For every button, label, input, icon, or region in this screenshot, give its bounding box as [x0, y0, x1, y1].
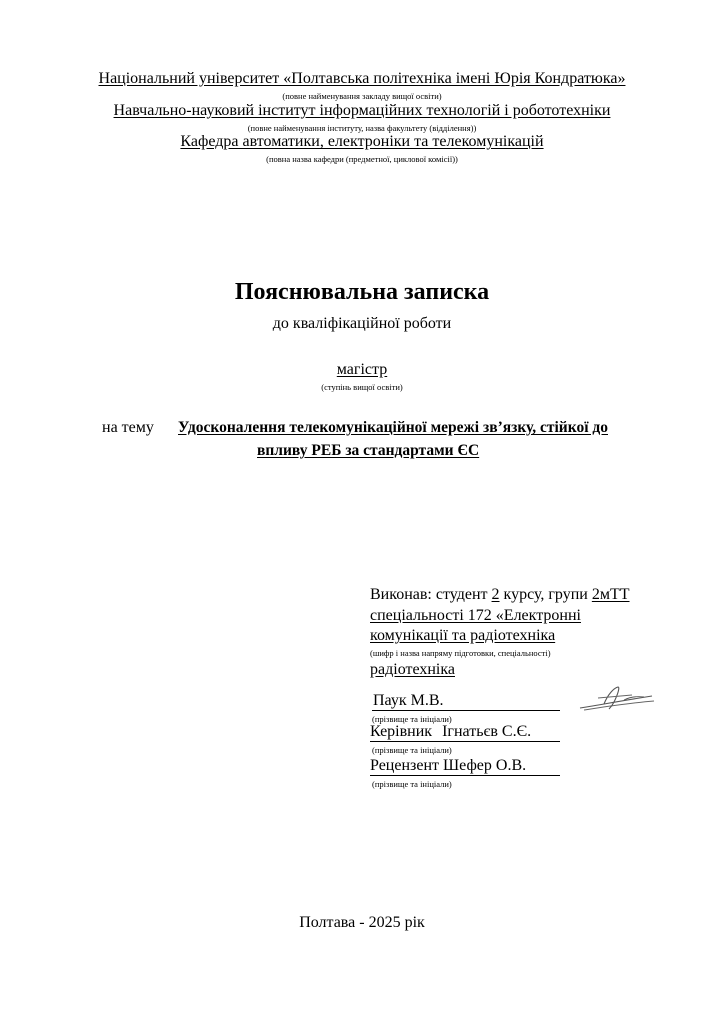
- topic-label: на тему: [102, 419, 154, 436]
- supervisor-label: Керівник: [370, 723, 433, 740]
- reviewer-note: (прізвище та ініціали): [372, 779, 452, 789]
- university-note: (повне найменування закладу вищої освіти): [282, 91, 442, 101]
- institute-name: [0, 102, 724, 120]
- student-name: Паук М.В.: [373, 692, 444, 709]
- topic-line-1: Удосконалення телекомунікаційної мережі зв’язку, стійкої до: [178, 419, 608, 436]
- supervisor-line: [370, 723, 531, 741]
- document-subtitle: до кваліфікаційної роботи: [272, 315, 452, 332]
- university-name: [0, 70, 724, 88]
- specialty-note: (шифр і назва напряму підготовки, спеціальності): [370, 648, 551, 658]
- institute-name-text: Навчально-науковий інститут інформаційних технологій і робототехніки: [113, 102, 611, 119]
- department-name-text: Кафедра автоматики, електроніки та телекомунікацій: [180, 133, 544, 150]
- student-note: (прізвище та ініціали): [372, 714, 452, 724]
- reviewer-underline: [370, 775, 560, 776]
- supervisor-name: Ігнатьєв С.Є.: [442, 723, 532, 740]
- department-name: [0, 133, 724, 151]
- course-number: 2: [491, 586, 500, 603]
- specialty-line-1: спеціальності 172 «Електронні: [370, 607, 581, 624]
- student-underline: [372, 710, 560, 711]
- topic-line-2: впливу РЕБ за стандартами ЄС: [257, 442, 480, 459]
- city-year: Полтава - 2025 рік: [299, 914, 425, 931]
- performer-prefix: Виконав: студент: [370, 586, 492, 603]
- degree-text: магістр: [336, 361, 388, 378]
- group-code: 2мТТ: [591, 586, 630, 603]
- university-name-text: Національний університет «Полтавська політехніка імені Юрія Кондратюка»: [98, 70, 626, 87]
- course-suffix: курсу, групи: [499, 586, 592, 603]
- degree: [0, 361, 724, 379]
- reviewer-name: Шефер О.В.: [443, 757, 527, 774]
- reviewer-label: Рецензент: [370, 757, 439, 774]
- specialty-line-3: радіотехніка: [370, 661, 455, 678]
- degree-note: (ступінь вищої освіти): [321, 382, 403, 392]
- supervisor-note: (прізвище та ініціали): [372, 745, 452, 755]
- reviewer-line: [370, 757, 526, 775]
- performer-line: [370, 586, 630, 604]
- signature-image: [574, 684, 658, 714]
- department-note: (повна назва кафедри (предметної, циклової комісії)): [266, 154, 458, 164]
- document-title: Пояснювальна записка: [234, 279, 490, 305]
- institute-note: (повне найменування інституту, назва факультету (відділення)): [247, 123, 477, 133]
- supervisor-underline: [370, 741, 560, 742]
- specialty-line-2: комунікації та радіотехніка: [370, 627, 556, 644]
